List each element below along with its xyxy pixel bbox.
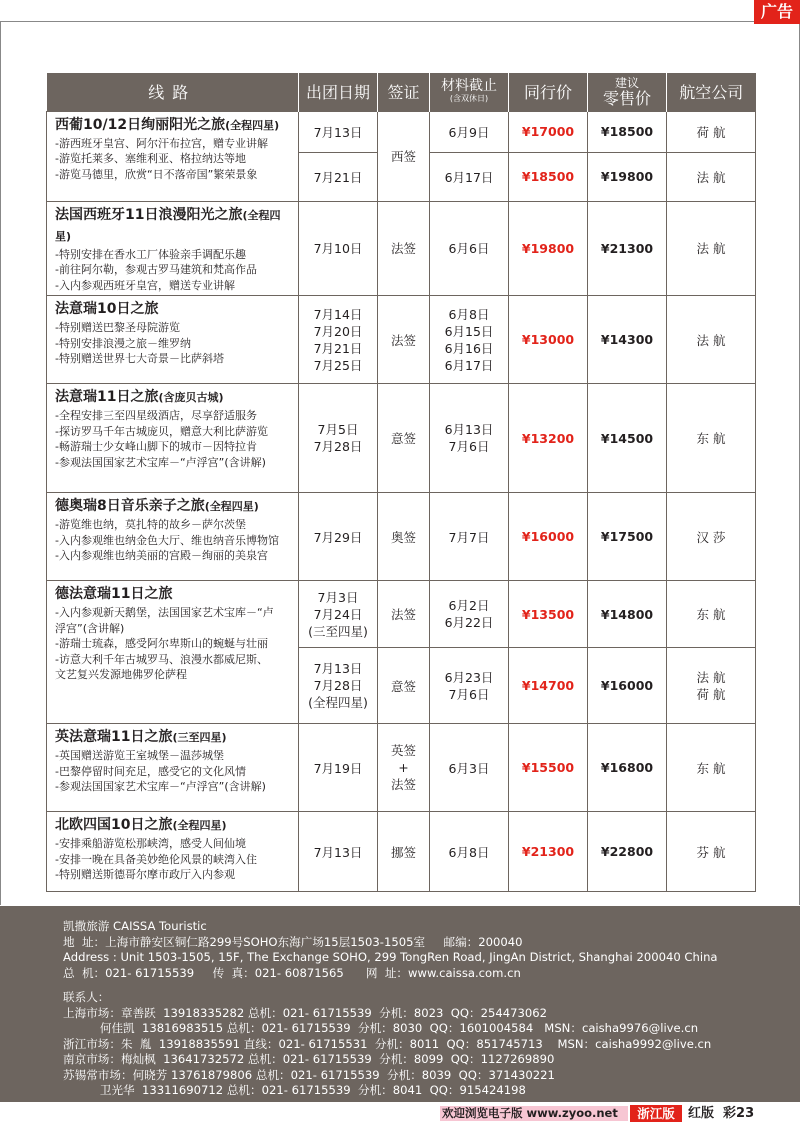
route-cell: [47, 296, 299, 384]
route-cell: [47, 111, 299, 201]
table-row: [47, 581, 756, 648]
trade-price: ¥21300: [509, 812, 588, 892]
table-row: [47, 384, 756, 493]
airline: 东 航: [667, 384, 756, 493]
route-desc: -游览托莱多、塞维利亚、格拉纳达等地: [55, 152, 246, 165]
visa-cell: 法签: [378, 201, 430, 296]
frame-left-line: [0, 21, 1, 905]
depart-date: 7月10日: [299, 201, 378, 296]
route-title: 法国西班牙11日浪漫阳光之旅(全程四星): [55, 206, 281, 243]
retail-price: ¥17500: [588, 493, 667, 581]
frame-top-line: [0, 21, 754, 22]
retail-price: ¥16000: [588, 648, 667, 724]
trade-price: ¥16000: [509, 493, 588, 581]
deadline: 6月17日: [430, 152, 509, 201]
header-trade-price: 同行价: [509, 73, 588, 111]
deadline: 6月3日: [430, 724, 509, 812]
tour-price-table: [46, 73, 756, 892]
route-desc: -特别赠送巴黎圣母院游览: [55, 321, 180, 334]
route-desc: -安排一晚在具备美妙绝伦风景的峡湾入住: [55, 852, 257, 866]
route-cell: [47, 812, 299, 892]
retail-price: ¥22800: [588, 812, 667, 892]
route-desc: -游瑞士琉森，感受阿尔卑斯山的蜿蜒与壮丽: [55, 637, 268, 650]
route-cell: [47, 384, 299, 493]
retail-price: ¥14500: [588, 384, 667, 493]
route-desc: -入内参观新天鹅堡，法国国家艺术宝库－“卢: [55, 606, 274, 619]
route-desc: -畅游瑞士少女峰山脚下的城市－因特拉肯: [55, 440, 257, 453]
retail-price: ¥19800: [588, 152, 667, 201]
route-desc: -英国赠送游览王室城堡－温莎城堡: [55, 749, 224, 762]
depart-date: 7月19日: [299, 724, 378, 812]
deadline: 7月7日: [430, 493, 509, 581]
route-desc: -特别安排浪漫之旅－维罗纳: [55, 336, 191, 350]
trade-price: ¥19800: [509, 201, 588, 296]
depart-dates: 7月3日 7月24日 (三至四星): [299, 581, 378, 648]
visa-cell: 意签: [378, 648, 430, 724]
contact-row: 南京市场：梅灿枫 13641732572 总机：021- 61715539 分机：8099 QQ：1127269890: [63, 1052, 555, 1066]
route-desc: -特别赠送斯德哥尔摩市政厅入内参观: [55, 868, 235, 881]
visa-cell: 法签: [378, 296, 430, 384]
retail-price: ¥21300: [588, 201, 667, 296]
header-material-note: (含双休日): [449, 94, 489, 104]
header-route: 线路: [47, 73, 299, 111]
contact-row: 浙江市场：朱 胤 13918835591 直线：021- 61715531 分机：8011 QQ：851745713 MSN：caisha9992@live.cn: [63, 1036, 712, 1051]
contact-row: 何佳凯 13816983515 总机：021- 61715539 分机：8030 QQ：1601004584 MSN：caisha9976@live.cn: [63, 1021, 699, 1035]
visa-cell: 挪签: [378, 812, 430, 892]
route-cell: [47, 201, 299, 296]
header-material: [430, 73, 509, 111]
route-desc: -入内参观维也纳美丽的宫殿－绚丽的美泉宫: [55, 549, 268, 562]
route-desc: -特别安排在香水工厂体验亲手调配乐趣: [55, 247, 246, 261]
visa-cell: 西签: [378, 111, 430, 201]
address-en: Address : Unit 1503-1505, 15F, The Exchange SOHO, 299 TongRen Road, JingAn District, Shanghai 200040 China: [63, 950, 718, 964]
depart-dates: 7月13日 7月28日 (全程四星): [299, 648, 378, 724]
trade-price: ¥13000: [509, 296, 588, 384]
route-cell: [47, 581, 299, 724]
depart-dates: 7月5日 7月28日: [299, 384, 378, 493]
route-desc: -游西班牙皇宫、阿尔汗布拉宫，赠专业讲解: [55, 136, 268, 150]
route-desc: -探访罗马千年古城庞贝，赠意大利比萨游览: [55, 424, 268, 438]
header-retail: [588, 73, 667, 111]
depart-date: 7月13日: [299, 111, 378, 152]
route-desc: -入内参观西班牙皇宫，赠送专业讲解: [55, 278, 235, 292]
visa-cell: 法签: [378, 581, 430, 648]
airline: 芬 航: [667, 812, 756, 892]
table-row: [47, 201, 756, 296]
airline: 法 航: [667, 296, 756, 384]
trade-price: ¥13500: [509, 581, 588, 648]
deadlines: 6月13日 7月6日: [430, 384, 509, 493]
visa-cell: 奥签: [378, 493, 430, 581]
route-desc: -巴黎停留时间充足，感受它的文化风情: [55, 764, 246, 778]
route-title: 英法意瑞11日之旅(三至四星): [55, 729, 227, 745]
contact-row: 苏锡常市场：何晓芳 13761879806 总机：021- 61715539 分机：8039 QQ：371430221: [63, 1067, 555, 1082]
airline: 荷 航: [667, 111, 756, 152]
header-visa: 签证: [378, 73, 430, 111]
airline: 东 航: [667, 581, 756, 648]
route-desc: -前往阿尔勒，参观古罗马建筑和梵高作品: [55, 263, 257, 276]
retail-price: ¥16800: [588, 724, 667, 812]
route-cell: [47, 724, 299, 812]
visa-cell: 英签 + 法签: [378, 724, 430, 812]
table-header-row: [47, 73, 756, 111]
airline: 法 航: [667, 152, 756, 201]
deadlines: 6月23日 7月6日: [430, 648, 509, 724]
route-desc: -参观法国国家艺术宝库－“卢浮宫”(含讲解): [55, 780, 266, 793]
header-retail-line1: 建议: [614, 76, 639, 91]
visa-cell: 意签: [378, 384, 430, 493]
route-desc: 浮宫”(含讲解): [55, 621, 125, 635]
table-row: [47, 296, 756, 384]
depart-date: 7月29日: [299, 493, 378, 581]
route-desc: -游览马德里，欣赏“日不落帝国”繁荣景象: [55, 167, 258, 181]
airline: 法 航: [667, 201, 756, 296]
depart-date: 7月13日: [299, 812, 378, 892]
welcome-banner: 欢迎浏览电子版 www.zyoo.net: [440, 1106, 628, 1121]
header-depart: 出团日期: [299, 73, 378, 111]
route-title: 德奥瑞8日音乐亲子之旅(全程四星): [55, 498, 259, 514]
depart-date: 7月21日: [299, 152, 378, 201]
route-title: 法意瑞10日之旅: [55, 301, 159, 317]
phone-line: 总 机：021- 61715539 传 真：021- 60871565 网 址：www.caissa.com.cn: [63, 965, 521, 980]
deadlines: 6月2日 6月22日: [430, 581, 509, 648]
header-airline: 航空公司: [667, 73, 756, 111]
route-desc: -安排乘船游览松那峡湾，感受人间仙境: [55, 837, 246, 850]
contact-footer: [0, 906, 800, 1102]
retail-price: ¥14300: [588, 296, 667, 384]
contact-row: 卫光华 13311690712 总机：021- 61715539 分机：8041 QQ：915424198: [63, 1083, 526, 1097]
header-retail-line2: 零售价: [602, 89, 651, 109]
ad-tag: 广告: [754, 0, 800, 24]
company-name: 凯撒旅游 CAISSA Touristic: [63, 919, 207, 933]
route-title: 北欧四国10日之旅(全程四星): [55, 817, 227, 833]
table-row: [47, 724, 756, 812]
deadline: 6月8日: [430, 812, 509, 892]
route-title: 法意瑞11日之旅(含庞贝古城): [55, 389, 224, 405]
table-row: [47, 812, 756, 892]
table-row: [47, 111, 756, 152]
retail-price: ¥18500: [588, 111, 667, 152]
trade-price: ¥13200: [509, 384, 588, 493]
airline: 法 航 荷 航: [667, 648, 756, 724]
address-cn: 地 址：上海市静安区铜仁路299号SOHO东海广场15层1503-1505室 邮编：200040: [63, 934, 523, 949]
table-row: [47, 493, 756, 581]
route-cell: [47, 493, 299, 581]
trade-price: ¥15500: [509, 724, 588, 812]
route-desc: 文艺复兴发源地佛罗伦萨程: [55, 668, 187, 681]
route-desc: -参观法国国家艺术宝库－“卢浮宫”(含讲解): [55, 455, 266, 469]
depart-dates: 7月14日 7月20日 7月21日 7月25日: [299, 296, 378, 384]
route-title: 西葡10/12日绚丽阳光之旅(全程四星): [55, 116, 280, 133]
route-desc: -游览维也纳，莫扎特的故乡－萨尔茨堡: [55, 518, 246, 531]
airline: 汉 莎: [667, 493, 756, 581]
contact-row: 上海市场：章善跃 13918335282 总机：021- 61715539 分机：8023 QQ：254473062: [63, 1005, 547, 1020]
header-material-label: 材料截止: [441, 78, 497, 95]
deadlines: 6月8日 6月15日 6月16日 6月17日: [430, 296, 509, 384]
deadline: 6月6日: [430, 201, 509, 296]
deadline: 6月9日: [430, 111, 509, 152]
route-desc: -特别赠送世界七大奇景－比萨斜塔: [55, 352, 224, 365]
trade-price: ¥14700: [509, 648, 588, 724]
page-number: 红版 彩23: [688, 1106, 755, 1121]
route-desc: -全程安排三至四星级酒店，尽享舒适服务: [55, 409, 257, 422]
route-desc: -入内参观维也纳金色大厅、维也纳音乐博物馆: [55, 533, 279, 547]
bottom-bar: [0, 1102, 800, 1123]
trade-price: ¥18500: [509, 152, 588, 201]
airline: 东 航: [667, 724, 756, 812]
route-desc: -访意大利千年古城罗马、浪漫水都威尼斯、: [55, 652, 268, 666]
edition-badge: 浙江版: [630, 1105, 682, 1122]
retail-price: ¥14800: [588, 581, 667, 648]
route-title: 德法意瑞11日之旅: [55, 586, 173, 602]
contact-label: 联系人：: [63, 990, 110, 1004]
trade-price: ¥17000: [509, 111, 588, 152]
